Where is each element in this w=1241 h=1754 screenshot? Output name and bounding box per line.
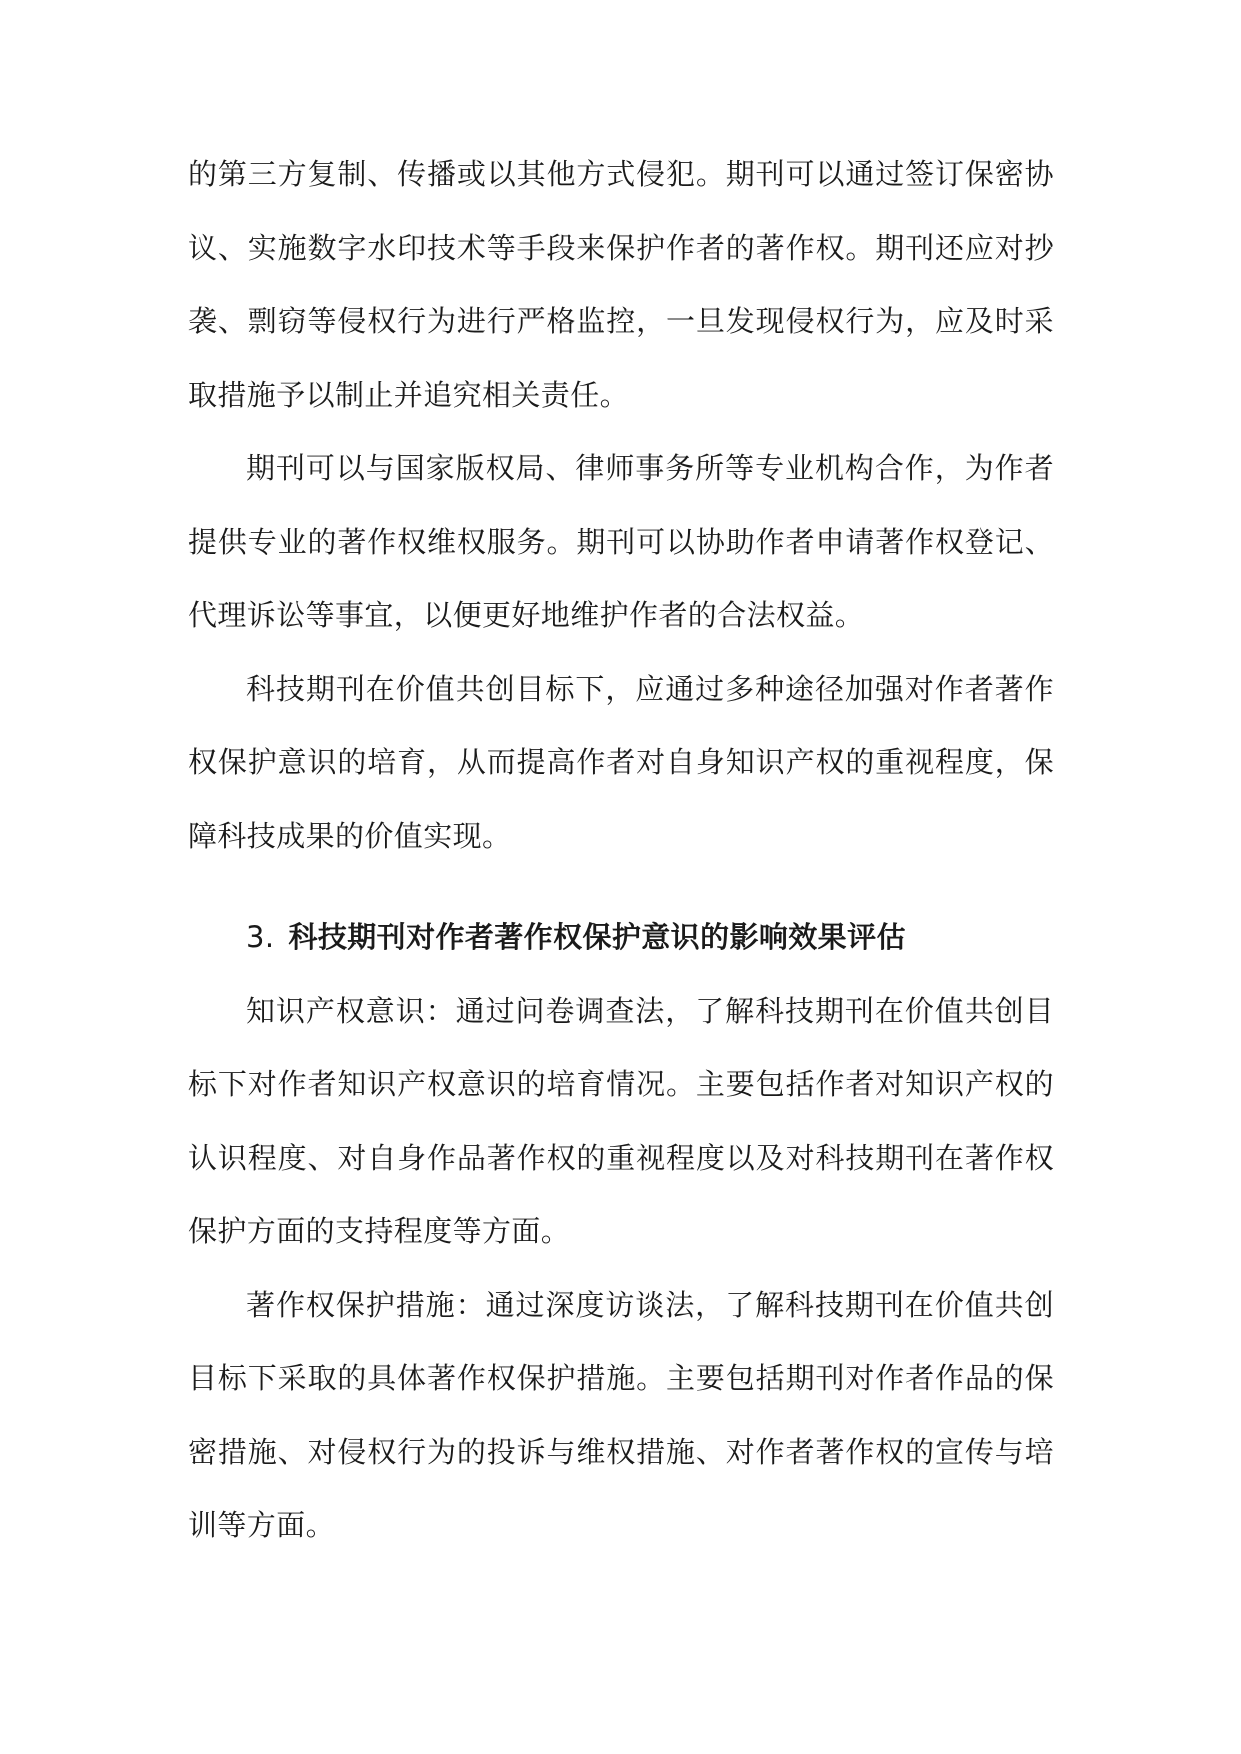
section-heading: [188, 901, 1054, 975]
paragraph-awareness-cultivation: 科技期刊在价值共创目标下，应通过多种途径加强对作者著作权保护意识的培育，从而提高作者对自身知识产权的重视程度，保障科技成果的价值实现。: [188, 671, 1054, 853]
page-content: [188, 138, 1054, 1563]
section-number: 3.: [246, 920, 275, 954]
paragraph-protection-measures: 著作权保护措施：通过深度访谈法，了解科技期刊在价值共创目标下采取的具体著作权保护措施。主要包括期刊对作者作品的保密措施、对侵权行为的投诉与维权措施、对作者著作权的宣传与培训等方面。: [188, 1287, 1054, 1542]
paragraph-continued: 的第三方复制、传播或以其他方式侵犯。期刊可以通过签订保密协议、实施数字水印技术等手段来保护作者的著作权。期刊还应对抄袭、剽窃等侵权行为进行严格监控，一旦发现侵权行为，应及时采取措施予以制止并追究相关责任。: [188, 157, 1054, 412]
paragraph-ip-awareness: 知识产权意识：通过问卷调查法，了解科技期刊在价值共创目标下对作者知识产权意识的培育情况。主要包括作者对知识产权的认识程度、对自身作品著作权的重视程度以及对科技期刊在著作权保护方面的支持程度等方面。: [188, 993, 1054, 1248]
section-title: 科技期刊对作者著作权保护意识的影响效果评估: [288, 920, 906, 954]
paragraph-copyright-services: 期刊可以与国家版权局、律师事务所等专业机构合作，为作者提供专业的著作权维权服务。期刊可以协助作者申请著作权登记、代理诉讼等事宜，以便更好地维护作者的合法权益。: [188, 451, 1054, 632]
